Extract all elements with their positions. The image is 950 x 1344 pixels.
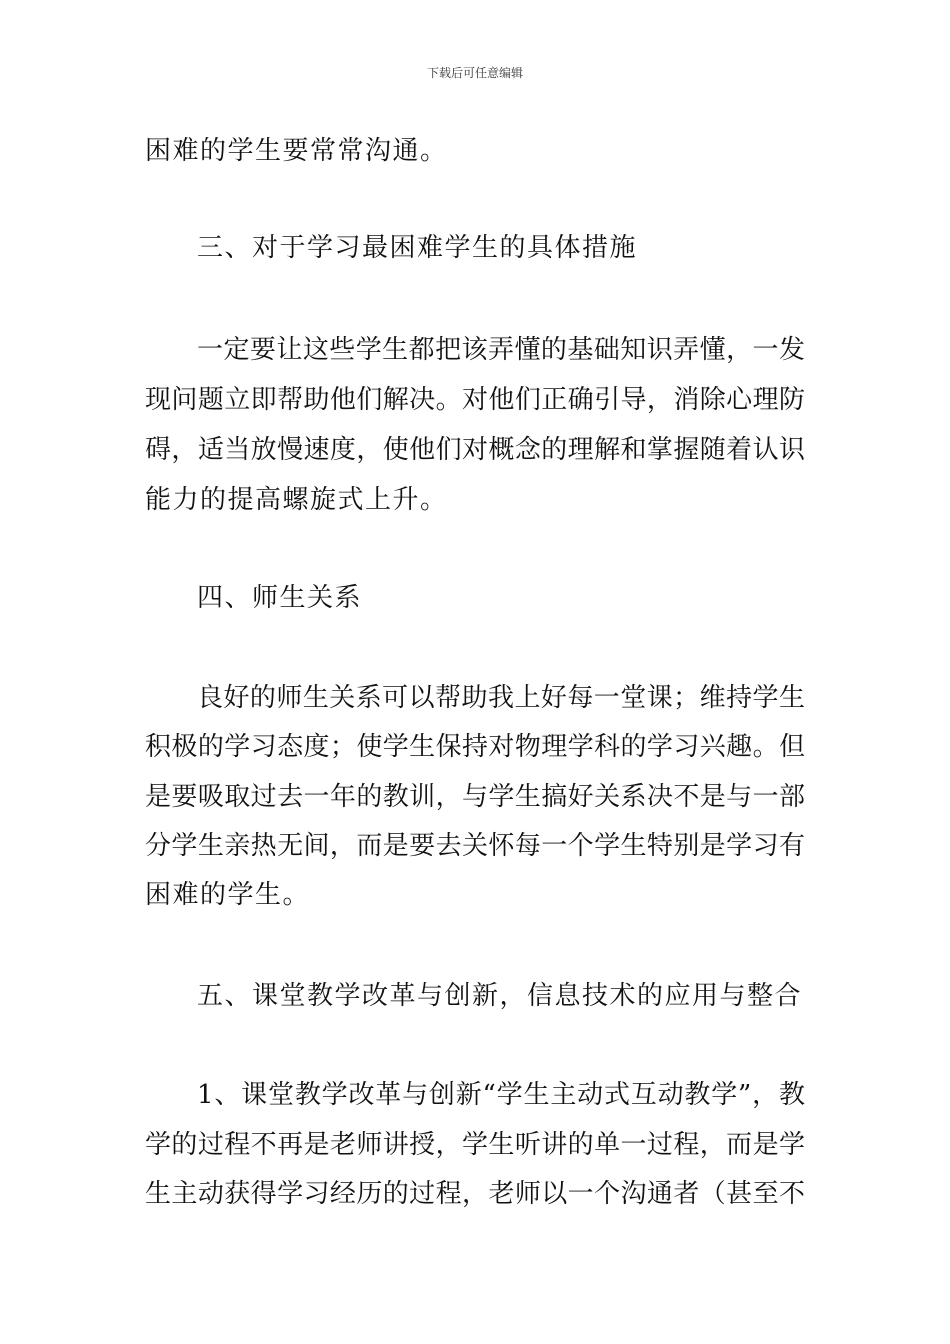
paragraph-line: 生主动获得学习经历的过程，老师以一个沟通者（甚至不 — [145, 1179, 805, 1209]
paragraph-line: 碍，适当放慢速度，使他们对概念的理解和掌握随着认识 — [145, 435, 805, 465]
paragraph-line: 能力的提高螺旋式上升。 — [145, 485, 448, 515]
paragraph-line: 学的过程不再是老师讲授，学生听讲的单一过程，而是学 — [145, 1130, 805, 1160]
continuation-line: 困难的学生要常常沟通。 — [145, 136, 448, 166]
paragraph-line: 一定要让这些学生都把该弄懂的基础知识弄懂，一发 — [197, 335, 805, 365]
paragraph-line: 良好的师生关系可以帮助我上好每一堂课；维持学生 — [197, 683, 805, 713]
section-3-heading: 三、对于学习最困难学生的具体措施 — [197, 233, 638, 263]
paragraph-line: 是要吸取过去一年的教训，与学生搞好关系决不是与一部 — [145, 782, 805, 812]
section-4-heading: 四、师生关系 — [197, 583, 363, 613]
paragraph-line: 困难的学生。 — [145, 880, 311, 910]
section-5-heading: 五、课堂教学改革与创新，信息技术的应用与整合 — [197, 981, 803, 1011]
page-header: 下载后可任意编辑 — [426, 66, 523, 80]
paragraph-line: 1、课堂教学改革与创新“学生主动式互动教学”，教 — [197, 1080, 805, 1110]
paragraph-line: 积极的学习态度；使学生保持对物理学科的学习兴趣。但 — [145, 732, 805, 762]
paragraph-line: 现问题立即帮助他们解决。对他们正确引导，消除心理防 — [145, 385, 805, 415]
paragraph-line: 分学生亲热无间，而是要去关怀每一个学生特别是学习有 — [145, 831, 805, 861]
